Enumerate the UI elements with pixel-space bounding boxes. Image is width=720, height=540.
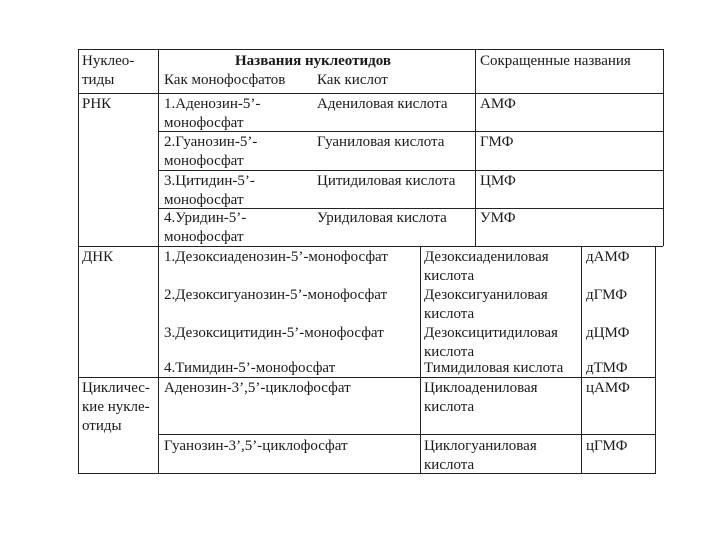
cyclic-row-1-abbr: цАМФ (586, 380, 630, 396)
group-cyclic-l1: Цикличес- (82, 380, 150, 396)
table-rule (475, 49, 476, 246)
rna-row-4-mono-l2: монофосфат (164, 229, 244, 245)
table-rule (78, 49, 663, 50)
rna-row-2-mono-l1: 2.Гуанозин-5’- (164, 134, 258, 150)
dna-row-3-acid-l2: кислота (424, 344, 475, 360)
header-as-acids: Как кислот (317, 72, 388, 88)
dna-row-3-acid (424, 324, 558, 362)
group-dna: ДНК (82, 249, 114, 265)
cyclic-row-1-acid-l2: кислота (424, 399, 475, 415)
cyclic-row-2-mono: Гуанозин-3’,5’-циклофосфат (164, 438, 348, 454)
dna-row-4-mono: 4.Тимидин-5’-монофосфат (164, 360, 336, 376)
rna-row-1-mono-l1: 1.Аденозин-5’- (164, 96, 261, 112)
rna-row-1-mono-l2: монофосфат (164, 115, 244, 131)
dna-row-3-abbr: дЦМФ (586, 325, 630, 341)
dna-row-2-acid-l1: Дезоксигуаниловая (424, 287, 548, 303)
cyclic-row-2-acid (424, 437, 537, 475)
rna-row-2-acid: Гуаниловая кислота (317, 134, 445, 150)
cyclic-row-2-acid-l2: кислота (424, 457, 475, 473)
cyclic-row-1-mono: Аденозин-3’,5’-циклофосфат (164, 380, 351, 396)
group-cyclic-l3: отиды (82, 418, 122, 434)
dna-row-1-acid-l1: Дезоксиадениловая (424, 249, 549, 265)
header-nucleotides-line1: Нуклео- (82, 53, 135, 69)
dna-row-1-mono: 1.Дезоксиаденозин-5’-монофосфат (164, 249, 388, 265)
header-names-title: Названия нуклеотидов (235, 53, 391, 69)
dna-row-4-acid: Тимидиловая кислота (424, 360, 564, 376)
header-nucleotides (82, 52, 134, 90)
dna-row-2-acid-l2: кислота (424, 306, 475, 322)
table-rule (663, 49, 664, 246)
rna-row-1-abbr: АМФ (480, 96, 516, 112)
table-rule (655, 246, 656, 474)
dna-row-1-acid-l2: кислота (424, 268, 475, 284)
cyclic-row-2-acid-l1: Циклогуаниловая (424, 438, 537, 454)
table-rule (78, 49, 79, 474)
rna-row-3-acid: Цитидиловая кислота (317, 173, 456, 189)
group-cyclic (82, 379, 150, 436)
rna-row-3-mono (164, 172, 255, 210)
dna-row-3-mono: 3.Дезоксицитидин-5’-монофосфат (164, 325, 384, 341)
rna-row-3-mono-l2: монофосфат (164, 192, 244, 208)
table-rule (78, 93, 663, 94)
group-rna: РНК (82, 96, 112, 112)
group-cyclic-l2: кие нукле- (82, 399, 150, 415)
cyclic-row-1-acid-l1: Циклоадениловая (424, 380, 538, 396)
rna-row-2-mono (164, 133, 257, 171)
rna-row-1-mono (164, 95, 260, 133)
cyclic-row-1-acid (424, 379, 538, 417)
rna-row-4-abbr: УМФ (480, 210, 516, 226)
table-rule (158, 49, 159, 474)
dna-row-1-acid (424, 248, 549, 286)
rna-row-4-mono (164, 209, 246, 247)
header-short-names: Сокращенные названия (480, 53, 631, 69)
rna-row-2-abbr: ГМФ (480, 134, 514, 150)
cyclic-row-2-abbr: цГМФ (586, 438, 628, 454)
table-rule (420, 246, 421, 474)
dna-row-1-abbr: дАМФ (586, 249, 630, 265)
rna-row-3-mono-l1: 3.Цитидин-5’- (164, 173, 255, 189)
header-nucleotides-line2: тиды (82, 72, 115, 88)
dna-row-3-acid-l1: Дезоксицитидиловая (424, 325, 558, 341)
rna-row-3-abbr: ЦМФ (480, 173, 516, 189)
rna-row-4-mono-l1: 4.Уридин-5’- (164, 210, 247, 226)
rna-row-1-acid: Адениловая кислота (317, 96, 448, 112)
dna-row-2-acid (424, 286, 548, 324)
rna-row-4-acid: Уридиловая кислота (317, 210, 447, 226)
table-rule (78, 473, 655, 474)
header-as-monophosphates: Как монофосфатов (164, 72, 286, 88)
rna-row-2-mono-l2: монофосфат (164, 153, 244, 169)
dna-row-2-mono: 2.Дезоксигуанозин-5’-монофосфат (164, 287, 388, 303)
dna-row-2-abbr: дГМФ (586, 287, 628, 303)
dna-row-4-abbr: дТМФ (586, 360, 628, 376)
table-rule (581, 246, 582, 474)
